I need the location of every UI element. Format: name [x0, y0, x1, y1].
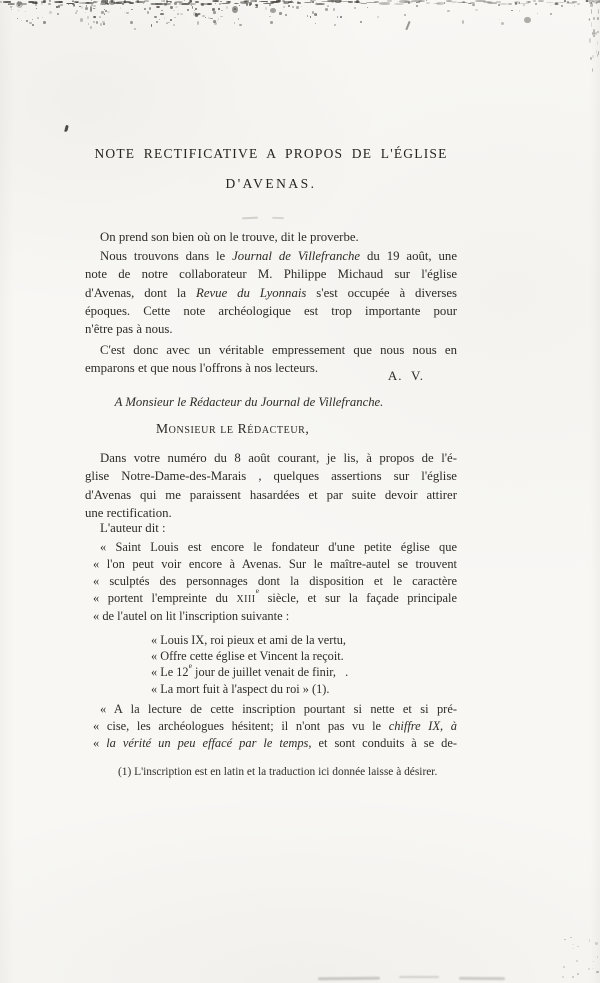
- scan-speck: [21, 20, 22, 21]
- scan-speck: [29, 22, 31, 24]
- scan-speck: [535, 3, 537, 5]
- scan-speck: [597, 31, 598, 34]
- scan-speck: [593, 33, 595, 35]
- scan-speck: [595, 942, 597, 944]
- scan-speck: [562, 976, 564, 978]
- scan-speck: [589, 939, 590, 941]
- scan-speck: [68, 4, 69, 5]
- letter-paragraph-2: [85, 519, 457, 537]
- scan-speck: [79, 6, 80, 7]
- scan-speck: [591, 9, 592, 13]
- scan-speck: [25, 11, 26, 12]
- scan-speck: [593, 35, 594, 37]
- scan-speck: [17, 18, 19, 19]
- scan-speck: [538, 0, 544, 2]
- scan-speck: [592, 32, 593, 35]
- scan-speck: [18, 1, 19, 2]
- scan-speck: [511, 10, 513, 12]
- scan-speck: [597, 41, 598, 45]
- scan-speck: [598, 51, 599, 55]
- scan-speck: [558, 2, 566, 4]
- scan-speck: [592, 3, 593, 7]
- scan-speck: [586, 0, 588, 2]
- scan-speck: [56, 6, 58, 8]
- scan-speck: [66, 3, 75, 4]
- scan-speck: [595, 32, 597, 35]
- scan-speck: [597, 54, 598, 57]
- scan-speck: [59, 1, 62, 3]
- scan-speck: [499, 3, 508, 5]
- footnote: (1) L'inscription est en latin et la traduction ici donnée laisse à désirer.: [118, 766, 438, 778]
- text-run: s'est occupée à diverses: [306, 285, 457, 300]
- scan-speck: [593, 29, 595, 33]
- scan-speck: [567, 1, 568, 3]
- scan-speck: [546, 2, 554, 3]
- scan-speck: [572, 1, 577, 3]
- body-line: C'est donc avec un véritable empressement que nous nous en: [100, 343, 457, 357]
- scan-speck: [462, 20, 465, 23]
- quotation-block-1: [85, 539, 457, 625]
- scan-speck: [501, 22, 504, 25]
- text-run: « portent l'empreinte du: [93, 591, 237, 605]
- scan-speck: [596, 50, 597, 54]
- scan-speck: [49, 0, 50, 1]
- scan-speck: [74, 3, 75, 5]
- scan-speck: [566, 2, 574, 4]
- scan-speck: [76, 10, 78, 12]
- scan-speck: [74, 1, 79, 3]
- scan-speck: [75, 12, 77, 14]
- scan-speck: [591, 2, 593, 4]
- scan-speck: [475, 0, 485, 2]
- scan-speck: [81, 6, 83, 9]
- scan-speck: [585, 0, 594, 2]
- scan-speck: [36, 8, 37, 9]
- scan-speck: [593, 17, 595, 20]
- verse-line: [151, 660, 523, 680]
- scan-speck: [43, 21, 46, 24]
- scan-speck: [563, 966, 565, 967]
- body-line: [85, 284, 457, 302]
- scan-speck: [592, 968, 593, 970]
- scan-speck: [472, 4, 475, 7]
- body-line: L'auteur dit :: [100, 521, 166, 535]
- scan-speck: [495, 3, 497, 4]
- body-line: Dans votre numéro du 8 août courant, je lis, à propos de l'é-: [100, 451, 457, 465]
- text-run: « Le 12: [151, 665, 189, 680]
- scan-speck: [589, 2, 592, 4]
- scan-speck: [572, 944, 573, 945]
- scan-speck: [0, 1, 2, 3]
- scan-speck: [35, 1, 37, 3]
- body-line: d'Avenas qui me paraissent hasardées et par suite devoir attirer: [85, 487, 457, 502]
- scan-speck: [597, 17, 599, 20]
- scan-speck: [524, 17, 530, 23]
- scan-speck: [564, 0, 566, 2]
- scan-speck: [591, 22, 593, 26]
- scan-speck: [592, 55, 593, 57]
- scan-speck: [590, 57, 591, 60]
- scan-speck: [593, 961, 594, 963]
- scan-speck: [29, 1, 31, 3]
- body-line: [85, 247, 457, 265]
- emphasis-italic: chiffre IX, à: [388, 719, 457, 733]
- scan-speck: [32, 19, 33, 20]
- scan-speck: [592, 0, 600, 2]
- page-title-line-2: D'AVENAS.: [225, 176, 317, 191]
- quotation-block-2: [85, 701, 457, 752]
- text-run: «: [93, 736, 107, 750]
- scan-speck: [8, 3, 15, 5]
- scan-speck: [508, 3, 512, 6]
- emphasis-italic: la vérité un peu effacé par le temps: [106, 736, 309, 750]
- scan-speck: [590, 4, 592, 8]
- scan-speck: [564, 939, 565, 940]
- ordinal-superscript: e: [255, 586, 260, 596]
- quote-line: « l'on peut voir encore à Avenas. Sur le maître-autel se trouvent: [93, 557, 457, 571]
- scan-speck: [80, 18, 83, 22]
- scan-speck: [60, 4, 62, 7]
- scan-speck: [528, 1, 530, 4]
- scan-smudge: [459, 977, 505, 980]
- scan-speck: [588, 19, 590, 21]
- scan-speck: [48, 3, 52, 5]
- ornament-dash: [272, 217, 284, 219]
- ornament-dash: [242, 217, 258, 220]
- scan-speck: [555, 2, 558, 5]
- scan-speck: [475, 9, 477, 12]
- scan-speck: [9, 1, 11, 3]
- scan-speck: [597, 1, 599, 3]
- scan-speck: [570, 937, 572, 938]
- scan-speck: [42, 17, 44, 18]
- text-run: Nous trouvons dans le: [100, 249, 233, 263]
- text-run: , et sont conduits à se de-: [308, 736, 458, 750]
- body-line: note de notre collaborateur M. Philippe Michaud sur l'église: [85, 267, 457, 282]
- scan-speck: [10, 6, 12, 8]
- scan-speck: [595, 3, 596, 4]
- letter-salutation: Monsieur le Rédacteur,: [156, 421, 310, 436]
- scan-speck: [73, 4, 75, 6]
- scan-speck: [561, 5, 563, 7]
- letter-address: A Monsieur le Rédacteur du Journal de Villefranche.: [114, 395, 384, 409]
- scan-speck: [26, 20, 28, 22]
- scan-speck: [514, 1, 520, 4]
- scan-speck: [576, 960, 578, 962]
- scan-speck: [499, 19, 500, 21]
- journal-name-italic: Revue du Lyonnais: [196, 285, 307, 300]
- scan-speck: [37, 17, 39, 18]
- body-line: glise Notre-Dame-des-Marais , quelques assertions sur l'église: [85, 469, 457, 484]
- scan-speck: [18, 10, 19, 11]
- scan-speck: [598, 9, 600, 13]
- scan-speck: [526, 1, 531, 3]
- scan-speck: [577, 946, 579, 947]
- scan-speck: [597, 956, 598, 958]
- scan-speck: [462, 1, 465, 3]
- scan-speck: [519, 3, 529, 4]
- quote-line: « A la lecture de cette inscription pourtant si nette et si pré-: [100, 702, 457, 716]
- body-line: n'être pas à nous.: [85, 322, 173, 337]
- quote-line: [85, 586, 457, 608]
- scan-speck: [11, 6, 13, 8]
- scan-speck: [54, 1, 62, 3]
- scan-speck: [550, 13, 552, 15]
- body-line: une rectification.: [85, 505, 172, 520]
- body-line: emparons et que nous l'offrons à nos lecteurs.: [85, 361, 319, 376]
- letter-paragraph-1: [85, 449, 457, 522]
- scan-speck: [72, 1, 74, 3]
- intro-paragraph-1: [85, 228, 457, 246]
- text-run: siècle, et sur la façade principale: [259, 591, 457, 605]
- scan-speck: [589, 18, 590, 20]
- page-content: [85, 0, 457, 983]
- scan-speck: [577, 973, 579, 975]
- text-run: « cise, les archéologues hésitent; il n'ont pas vu le: [93, 719, 389, 733]
- scan-speck: [17, 2, 23, 5]
- signature: A. V.: [387, 368, 424, 383]
- scan-speck: [72, 3, 74, 4]
- scan-speck: [537, 13, 538, 14]
- text-run: jour de juillet venait de finir, .: [191, 665, 349, 680]
- quote-line: [85, 735, 457, 752]
- scan-speck: [515, 2, 517, 4]
- scan-speck: [76, 2, 77, 3]
- scan-speck: [43, 0, 46, 2]
- scan-speck: [572, 976, 574, 978]
- scan-speck: [11, 9, 12, 10]
- scan-speck: [483, 1, 491, 3]
- quote-line: « de l'autel on lit l'inscription suivante :: [93, 609, 290, 623]
- scan-speck: [468, 3, 470, 5]
- scan-speck: [457, 2, 468, 3]
- scan-speck: [41, 1, 44, 4]
- verse-line: « La mort fuit à l'aspect du roi » (1).: [151, 681, 330, 696]
- verse-inscription-block: [151, 632, 523, 697]
- text-run: du 19 août, une: [360, 249, 458, 263]
- scan-speck: [32, 24, 34, 26]
- scan-speck: [470, 2, 475, 4]
- scan-speck: [498, 4, 501, 6]
- scan-speck: [577, 3, 580, 5]
- scan-speck: [41, 2, 43, 5]
- body-line: époques. Cette note archéologique est trop importante pour: [85, 303, 457, 318]
- scan-speck: [3, 1, 11, 2]
- scan-speck: [8, 4, 9, 5]
- scan-speck: [596, 1, 598, 4]
- quote-line: [85, 718, 457, 735]
- scan-speck: [22, 3, 27, 5]
- scan-speck: [592, 68, 593, 72]
- scan-speck: [28, 1, 34, 3]
- scan-speck: [35, 4, 38, 6]
- scan-speck: [554, 3, 559, 5]
- body-line: On prend son bien où on le trouve, dit le proverbe.: [100, 230, 359, 244]
- scan-speck: [56, 6, 58, 8]
- scan-speck: [487, 2, 497, 4]
- scan-speck: [73, 4, 75, 6]
- scan-speck: [519, 2, 520, 3]
- scan-speck: [588, 968, 590, 970]
- scan-speck: [57, 13, 59, 15]
- scan-speck: [49, 0, 51, 2]
- title-ornament: [77, 206, 449, 224]
- journal-name-italic: Journal de Villefranche: [232, 249, 361, 263]
- quote-line: « Saint Louis est encore le fondateur d'une petite église que: [100, 540, 457, 554]
- scan-speck: [596, 971, 598, 973]
- quote-line: « sculptés des personnages dont la disposition et le caractère: [93, 574, 457, 588]
- text-run: d'Avenas, dont la: [85, 285, 196, 300]
- ink-mark: [64, 125, 69, 133]
- scan-speck: [523, 4, 526, 6]
- scan-speck: [49, 11, 52, 14]
- scan-speck: [550, 5, 551, 6]
- scan-speck: [72, 0, 74, 2]
- scan-speck: [18, 5, 19, 6]
- scan-speck: [519, 10, 520, 11]
- scan-speck: [58, 5, 60, 8]
- scan-speck: [574, 5, 575, 6]
- scan-speck: [565, 940, 566, 941]
- scan-speck: [596, 2, 597, 4]
- scan-speck: [533, 0, 536, 2]
- roman-numeral-smallcaps: XIII: [236, 594, 256, 605]
- scan-speck: [496, 1, 501, 2]
- scan-speck: [32, 2, 38, 4]
- scan-speck: [589, 38, 591, 42]
- scan-speck: [572, 948, 573, 949]
- page-title-line-1: NOTE RECTIFICATIVE A PROPOS DE L'ÉGLISE: [94, 146, 448, 161]
- scan-speck: [464, 2, 465, 3]
- intro-paragraph-2: [85, 247, 457, 338]
- scan-speck: [16, 1, 23, 8]
- verse-line: « Offre cette église et Vincent la reçoit.: [151, 649, 344, 664]
- ordinal-superscript: e: [188, 660, 192, 670]
- verse-line: « Louis IX, roi pieux et ami de la vertu,: [151, 633, 346, 647]
